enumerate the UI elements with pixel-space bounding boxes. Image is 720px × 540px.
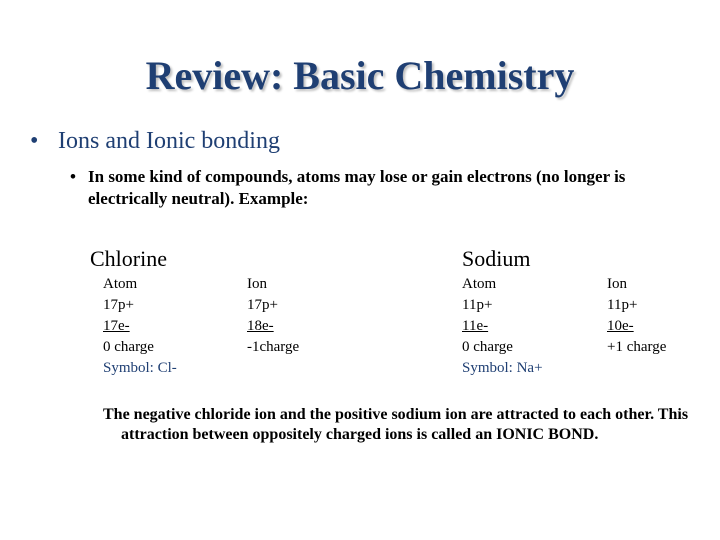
- sodium-ion-label: Ion: [607, 276, 627, 292]
- sodium-symbol: Symbol: Na+: [462, 360, 543, 376]
- bullet-text: Ions and Ionic bonding: [58, 128, 280, 154]
- sodium-ion-charge: +1 charge: [607, 339, 667, 355]
- sub-bullet-text: In some kind of compounds, atoms may lose or gain electrons (no longer is electrically neutral). Example:: [88, 167, 626, 208]
- sodium-atom-charge: 0 charge: [462, 339, 513, 355]
- sodium-atom-electrons: 11e-: [462, 318, 489, 334]
- sodium-ion-column: [607, 274, 666, 358]
- sub-bullet-marker: •: [70, 167, 76, 186]
- chlorine-atom-electrons: 17e-: [103, 318, 130, 334]
- sodium-heading: Sodium: [462, 246, 531, 271]
- chlorine-ion-protons: 17p+: [247, 297, 278, 313]
- sodium-atom-column: [462, 274, 543, 379]
- ionic-bond-conclusion: The negative chloride ion and the positive sodium ion are attracted to each other. This attraction between oppositely charged ions is called an IONIC BOND.: [103, 406, 689, 443]
- chlorine-heading: Chlorine: [90, 246, 167, 271]
- sub-bullet-compounds: [70, 166, 688, 210]
- slide-title: Review: Basic Chemistry: [145, 53, 575, 98]
- sodium-ion-protons: 11p+: [607, 297, 638, 313]
- chlorine-atom-label: Atom: [103, 276, 138, 292]
- chlorine-symbol: Symbol: Cl-: [103, 360, 177, 376]
- sodium-atom-protons: 11p+: [462, 297, 493, 313]
- chlorine-ion-charge: -1charge: [247, 339, 300, 355]
- sodium-atom-label: Atom: [462, 276, 497, 292]
- chlorine-ion-label: Ion: [247, 276, 267, 292]
- chlorine-ion-electrons: 18e-: [247, 318, 274, 334]
- bullet-ions-ionic-bonding: [30, 128, 280, 155]
- chlorine-atom-column: [103, 274, 177, 379]
- chlorine-atom-charge: 0 charge: [103, 339, 154, 355]
- bullet-marker: •: [30, 128, 39, 154]
- chlorine-ion-column: [247, 274, 299, 358]
- chlorine-atom-protons: 17p+: [103, 297, 134, 313]
- sodium-ion-electrons: 10e-: [607, 318, 634, 334]
